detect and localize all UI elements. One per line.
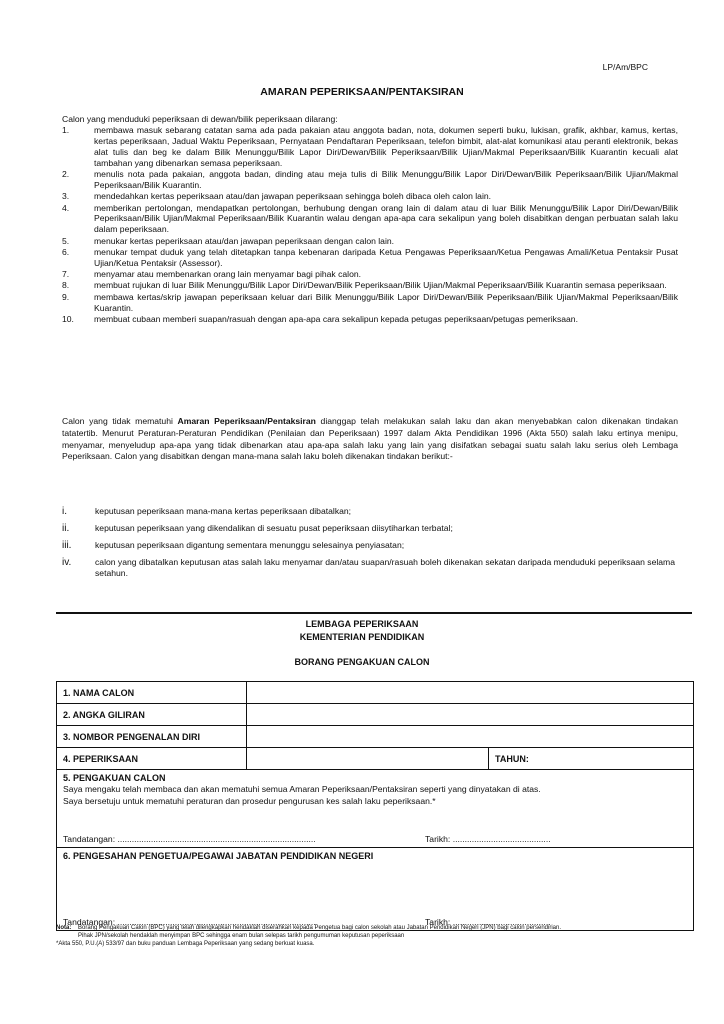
officer-date-field[interactable]: Tarikh: ......................................... [425, 917, 551, 927]
declaration-statement-1: Saya mengaku telah membaca dan akan mematuhi semua Amaran Peperiksaan/Pentaksiran seperti yang dinyatakan di atas. [63, 784, 541, 794]
declaration-sign-line [63, 834, 683, 844]
exam-label: 4. PEPERIKSAAN [57, 748, 247, 769]
officer-signature-field[interactable]: Tandatangan: ................................................................................... [63, 917, 316, 927]
list-item [62, 169, 678, 191]
list-text: membawa kertas/skrip jawapan peperiksaan keluar dari Bilik Menunggu/Bilik Lapor Diri/Dewan/Bilik Peperiksaan/Bilik Ujian/Makmal Peperiksaan/Bilik Kuarantin. [94, 291, 678, 313]
note-text-2: Pihak JPN/sekolah hendaklah menyimpan BPC sehingga enam bulan selepas tarikh pengumuman keputusan peperiksaan [78, 932, 405, 939]
list-item [62, 292, 678, 314]
index-number-label: 2. ANGKA GILIRAN [57, 704, 247, 725]
list-item [62, 269, 678, 280]
list-text: keputusan peperiksaan yang dikendalikan di sesuatu pusat peperiksaan diisytiharkan terbatal; [95, 523, 453, 533]
endorsement-title: 6. PENGESAHAN PENGETUA/PEGAWAI JABATAN PENDIDIKAN NEGERI [63, 851, 374, 861]
document-code: LP/Am/BPC [602, 62, 648, 72]
candidate-declaration-section [57, 770, 693, 848]
section-divider [56, 612, 692, 614]
list-text: menukar tempat duduk yang telah ditetapkan tanpa kebenaran daripada Ketua Pengawas Peperiksaan/Ketua Pengawas Amali/Ketua Pentaksir Pusat Ujian/Ketua Pentaksir (Assessor). [94, 246, 678, 268]
list-number: iii. [62, 540, 72, 551]
list-item [62, 125, 678, 169]
list-item [62, 280, 678, 291]
consequence-text-start: Calon yang tidak mematuhi [62, 416, 178, 426]
form-row-exam [57, 748, 693, 770]
list-text: keputusan peperiksaan mana-mana kertas peperiksaan dibatalkan; [95, 506, 352, 516]
prohibition-list [62, 125, 678, 325]
list-number: 2. [62, 169, 70, 180]
consequence-paragraph [62, 416, 678, 463]
list-text: menukar kertas peperiksaan atau/dan jawapan peperiksaan dengan calon lain. [94, 235, 395, 246]
id-number-label: 3. NOMBOR PENGENALAN DIRI [57, 726, 247, 747]
list-item [62, 557, 678, 579]
list-text: mendedahkan kertas peperiksaan atau/dan jawapan peperiksaan sehingga boleh dibaca oleh calon lain. [94, 191, 492, 202]
consequence-text-end: dianggap telah melakukan salah laku dan akan menyebabkan calon dikenakan tindakan tatatertib. Menurut Peraturan-Peraturan Pendidikan (Penilaian dan Peperiksaan) 1997 dalam Akta Pendidikan 1996 (Akta 550) salah laku ertinya menipu, menyamar, menyeludup apa-apa yang tidak dibenarkan atau apa-apa salah laku yang lain yang disifatkan sebagai suatu salah laku serius oleh Lembaga Peperiksaan. Calon yang disabitkan dengan mana-mana salah laku boleh dikenakan tindakan berikut:- [62, 416, 678, 462]
form-row-id-number [57, 726, 693, 748]
warning-intro: Calon yang menduduki peperiksaan di dewan/bilik peperiksaan dilarang: [62, 114, 338, 124]
name-label: 1. NAMA CALON [57, 682, 247, 703]
declaration-statement-2: Saya bersetuju untuk mematuhi peraturan dan prosedur pengurusan kes salah laku peperiksaan.* [63, 796, 436, 806]
penalty-list [62, 506, 678, 585]
footnotes [56, 925, 696, 948]
list-item [62, 540, 678, 551]
consequence-emphasis: Amaran Peperiksaan/Pentaksiran [177, 416, 316, 426]
list-text: membawa masuk sebarang catatan sama ada pada pakaian atau anggota badan, nota, dokumen seperti buku, lukisan, grafik, akhbar, kamus, kertas, kertas peperiksaan, Jadual Waktu Peperiksaan, Pernyataan Pendaftaran Peperiksaan, telefon bimbit, alat-alat komunikasi atau peranti elektronik, bekas alat tulis dan beg ke dalam Bilik Menunggu/Bilik Lapor Diri/Dewan/Bilik Peperiksaan/Bilik Ujian/Makmal Peperiksaan/Bilik Kuarantin kecuali alat tambahan yang dibenarkan semasa peperiksaan. [94, 125, 678, 168]
list-text: membuat cubaan memberi suapan/rasuah dengan apa-apa cara sekalipun kepada petugas peperiksaan/petugas pemeriksaan. [94, 313, 578, 324]
list-item [62, 203, 678, 236]
index-number-field[interactable] [247, 704, 693, 725]
form-row-name [57, 682, 693, 704]
list-number: 6. [62, 246, 70, 257]
list-text: menyamar atau membenarkan orang lain menyamar bagi pihak calon. [94, 269, 362, 280]
list-number: 5. [62, 235, 70, 246]
year-field[interactable] [489, 748, 693, 769]
note-text-3: *Akta 550, P.U.(A) 533/97 dan buku panduan Lembaga Peperiksaan yang sedang berkuat kuasa. [56, 940, 315, 947]
note-text: Borang Pengakuan Calon (BPC) yang telah dilengkapkan hendaklah diserahkan kepada Pengetua bagi calon sekolah atau Jabatan Pendidikan Negeri (JPN) bagi calon persendirian. [78, 925, 561, 931]
note-label: Nota: [56, 925, 72, 931]
declaration-title: 5. PENGAKUAN CALON [63, 773, 166, 783]
list-item [62, 314, 678, 325]
list-number: 1. [62, 125, 70, 135]
list-text: memberikan pertolongan, mendapatkan pertolongan, berhubung dengan orang lain di dalam atau di luar Bilik Menunggu/Bilik Lapor Diri/Dewan/Bilik Peperiksaan/Bilik Ujian/Makmal Peperiksaan/Bilik Kuarantin walau dengan apa-apa cara sekalipun yang boleh disabitkan dengan perbuatan salah laku dalam peperiksaan. [94, 202, 678, 235]
list-item [62, 247, 678, 269]
list-text: calon yang dibatalkan keputusan atas salah laku menyamar dan/atau suapan/rasuah boleh dikenakan sekatan daripada menduduki peperiksaan selama setahun. [95, 557, 675, 578]
list-text: membuat rujukan di luar Bilik Menunggu/Bilik Lapor Diri/Dewan/Bilik Peperiksaan/Bilik Ujian/Makmal Peperiksaan/Bilik Kuarantin semasa peperiksaan. [94, 280, 667, 291]
year-label: TAHUN: [495, 753, 529, 764]
list-text: menulis nota pada pakaian, anggota badan, dinding atau meja tulis di Bilik Menunggu/Bilik Lapor Diri/Dewan/Bilik Peperiksaan/Bilik Ujian/Makmal Peperiksaan/Bilik Kuarantin. [94, 169, 678, 190]
exam-field[interactable] [247, 748, 489, 769]
list-number: 7. [62, 269, 70, 280]
endorsement-section [57, 848, 693, 930]
name-field[interactable] [247, 682, 693, 703]
list-item [62, 506, 678, 517]
list-number: 10. [62, 313, 74, 324]
candidate-signature-field[interactable]: Tandatangan: ................................................................................... [63, 834, 316, 844]
list-number: iv. [62, 557, 72, 568]
list-item [62, 236, 678, 247]
page-title: AMARAN PEPERIKSAAN/PENTAKSIRAN [260, 86, 464, 98]
id-number-field[interactable] [247, 726, 693, 747]
candidate-date-field[interactable]: Tarikh: ......................................... [425, 834, 551, 844]
list-number: ii. [62, 523, 70, 534]
list-number: 4. [62, 202, 70, 213]
note-line [56, 925, 696, 933]
list-number: 9. [62, 291, 70, 302]
list-number: 8. [62, 280, 70, 291]
list-number: i. [62, 506, 67, 517]
list-text: keputusan peperiksaan digantung sementara menunggu selesainya penyiasatan; [95, 540, 405, 550]
declaration-form [56, 681, 694, 931]
list-item [62, 523, 678, 534]
list-item [62, 191, 678, 202]
form-row-index-number [57, 704, 693, 726]
organization-name: LEMBAGA PEPERIKSAAN [305, 619, 419, 629]
ministry-name: KEMENTERIAN PENDIDIKAN [299, 632, 425, 642]
list-number: 3. [62, 191, 70, 202]
form-title: BORANG PENGAKUAN CALON [294, 657, 430, 667]
